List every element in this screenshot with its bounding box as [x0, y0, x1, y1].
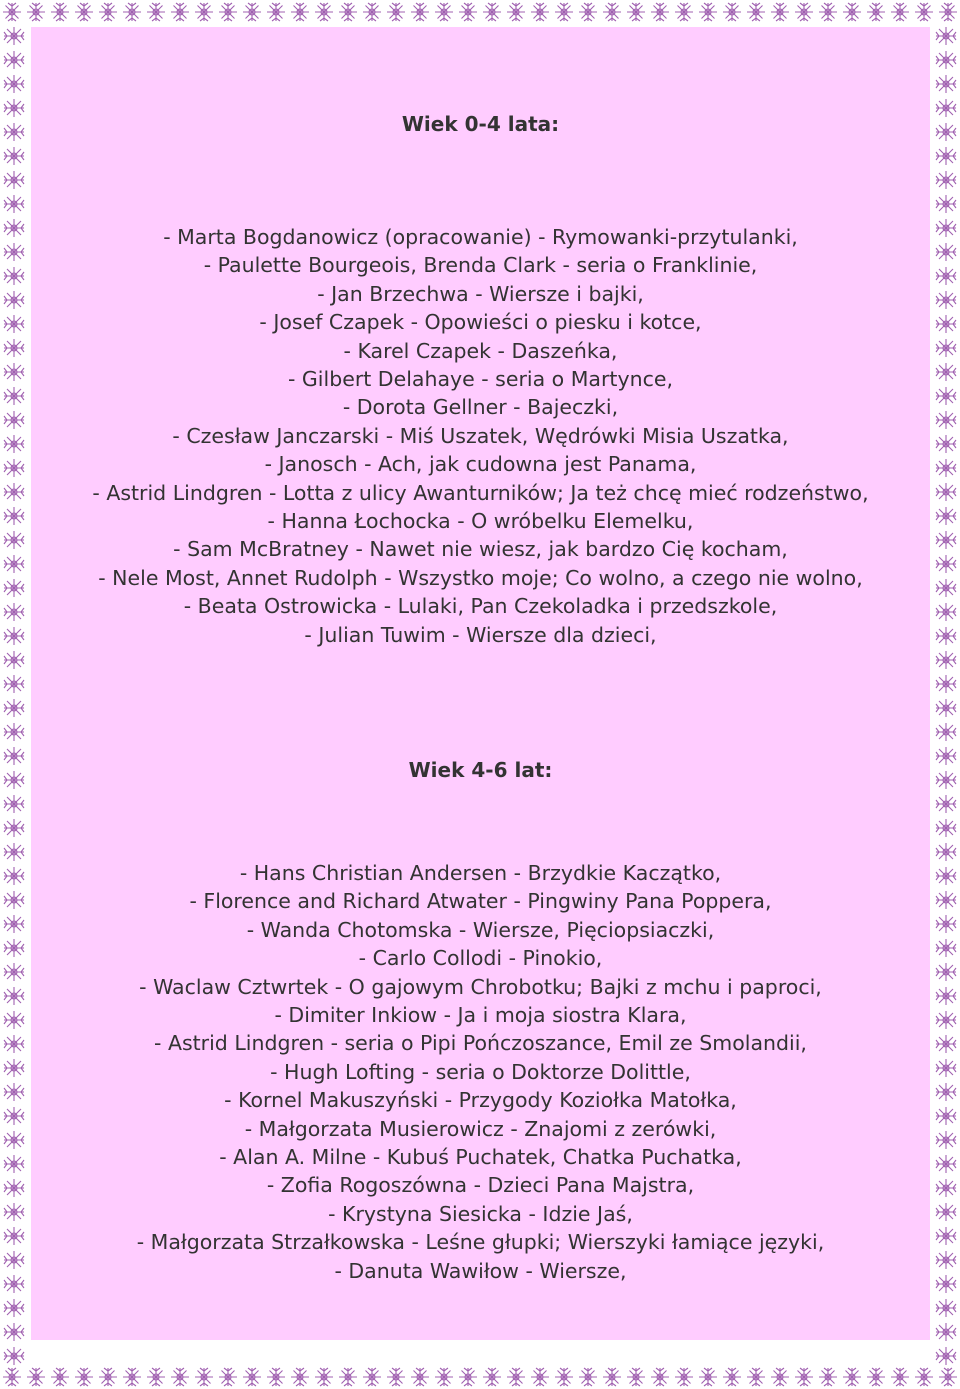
flower-ornament-icon — [0, 0, 960, 24]
list-item: - Florence and Richard Atwater - Pingwiny Pana Poppera, — [189, 889, 772, 914]
list-item: - Astrid Lindgren - seria o Pipi Pończoszance, Emil ze Smolandii, — [154, 1031, 807, 1056]
list-item: - Hugh Lofting - seria o Doktorze Dolittle, — [270, 1059, 691, 1084]
list-item: - Dorota Gellner - Bajeczki, — [342, 395, 619, 420]
section-heading-age-0-4: Wiek 0-4 lata: — [401, 112, 560, 136]
list-item: - Hanna Łochocka - O wróbelku Elemelku, — [267, 509, 694, 534]
book-list-age-4-6 — [31, 859, 930, 1285]
list-item: - Hans Christian Andersen - Brzydkie Kaczątko, — [239, 861, 722, 885]
list-item: - Alan A. Milne - Kubuś Puchatek, Chatka Puchatka, — [219, 1145, 742, 1170]
list-item: - Krystyna Siesicka - Idzie Jaś, — [328, 1201, 633, 1226]
list-item: - Waclaw Cztwrtek - O gajowym Chrobotku; Bajki z mchu i paproci, — [139, 974, 822, 999]
book-list-age-0-4 — [31, 223, 930, 649]
list-item: - Beata Ostrowicka - Lulaki, Pan Czekoladka i przedszkole, — [183, 594, 778, 619]
list-item: - Wanda Chotomska - Wiersze, Pięciopsiaczki, — [246, 917, 715, 942]
list-item: - Janosch - Ach, jak cudowna jest Panama, — [264, 452, 697, 477]
list-item: - Kornel Makuszyński - Przygody Koziołka Matołka, — [224, 1088, 737, 1113]
list-item: - Danuta Wawiłow - Wiersze, — [334, 1258, 627, 1283]
list-item: - Małgorzata Musierowicz - Znajomi z zerówki, — [244, 1116, 717, 1141]
list-item: - Jan Brzechwa - Wiersze i bajki, — [317, 281, 644, 306]
list-item: - Paulette Bourgeois, Brenda Clark - seria o Franklinie, — [203, 253, 758, 278]
list-item: - Gilbert Delahaye - seria o Martynce, — [288, 367, 673, 392]
list-item: - Carlo Collodi - Pinokio, — [358, 946, 603, 971]
list-item: - Dimiter Inkiow - Ja i moja siostra Klara, — [274, 1003, 687, 1028]
list-item: - Małgorzata Strzałkowska - Leśne głupki; Wierszyki łamiące języki, — [136, 1230, 825, 1255]
list-item: - Marta Bogdanowicz (opracowanie) - Rymowanki-przytulanki, — [163, 225, 798, 249]
flower-ornament-icon — [0, 1365, 960, 1389]
list-item: - Karel Czapek - Daszeńka, — [343, 338, 618, 363]
list-item: - Czesław Janczarski - Miś Uszatek, Wędrówki Misia Uszatka, — [172, 423, 789, 448]
list-item: - Julian Tuwim - Wiersze dla dzieci, — [304, 622, 657, 647]
flower-ornament-icon — [0, 24, 28, 1365]
list-item: - Sam McBratney - Nawet nie wiesz, jak bardzo Cię kocham, — [173, 537, 788, 562]
section-heading-age-4-6: Wiek 4-6 lat: — [408, 758, 553, 782]
list-item: - Astrid Lindgren - Lotta z ulicy Awanturników; Ja też chcę mieć rodzeństwo, — [92, 480, 869, 505]
flower-ornament-icon — [932, 24, 960, 1365]
list-item: - Josef Czapek - Opowieści o piesku i kotce, — [259, 310, 702, 335]
list-item: - Zofia Rogoszówna - Dzieci Pana Majstra, — [266, 1173, 695, 1198]
list-item: - Nele Most, Annet Rudolph - Wszystko moje; Co wolno, a czego nie wolno, — [98, 565, 863, 590]
document-page — [31, 27, 930, 1340]
